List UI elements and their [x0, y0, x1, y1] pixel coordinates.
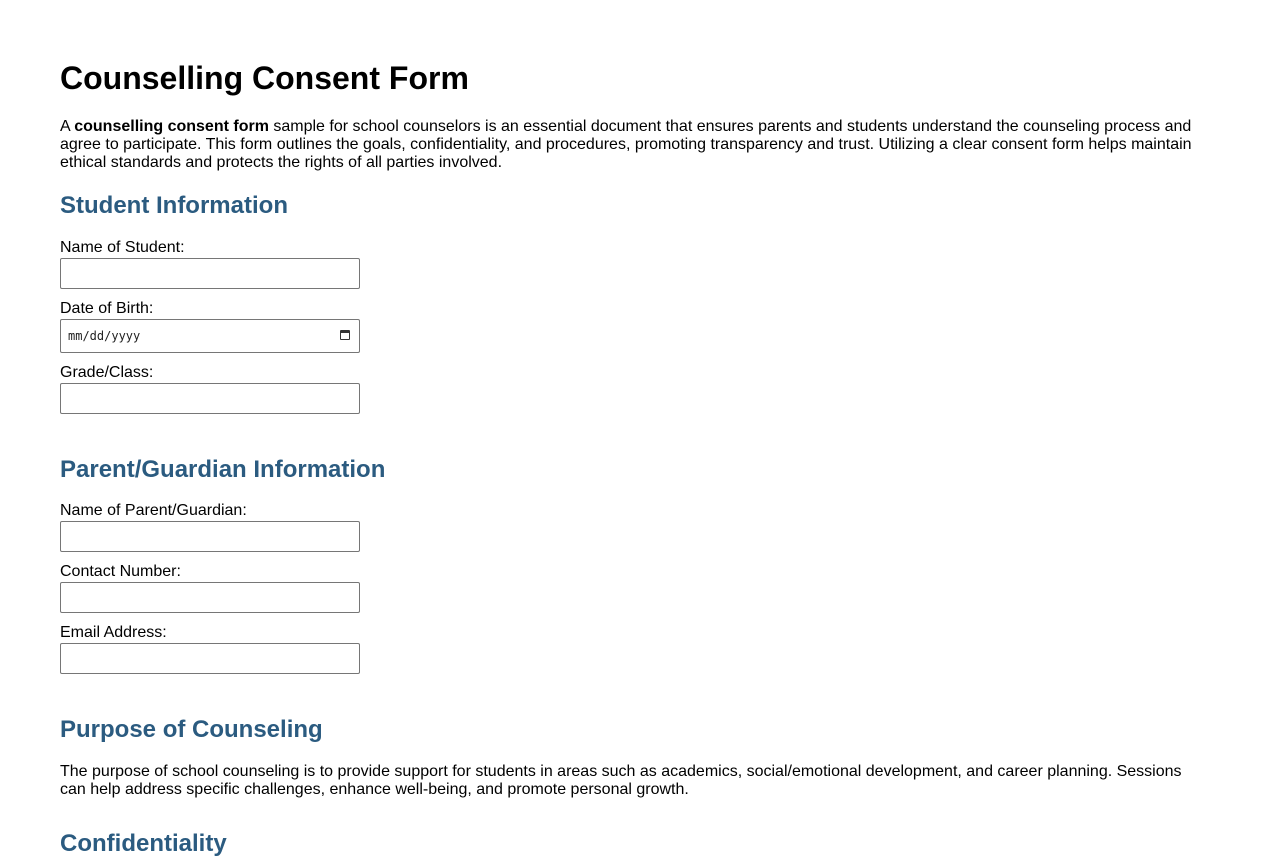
confidentiality-heading: Confidentiality	[60, 830, 227, 857]
intro-text: sample for school counselors is an essential document that ensures parents and students understand the counseling process and agree to participate. This form outlines the goals, confidentiality, and procedures, promoting transparency and trust. Utilizing a clear consent form helps maintain ethical standards and protects the rights of all parties involved.	[60, 118, 1192, 171]
dob-input[interactable]	[60, 319, 360, 353]
intro-bold: counselling consent form	[74, 118, 269, 135]
parent-info-heading: Parent/Guardian Information	[60, 456, 386, 483]
contact-number-label: Contact Number:	[60, 563, 181, 580]
parent-name-input[interactable]	[60, 521, 360, 552]
dob-label: Date of Birth:	[60, 300, 154, 317]
purpose-heading: Purpose of Counseling	[60, 716, 323, 743]
purpose-paragraph: The purpose of school counseling is to provide support for students in areas such as academics, social/emotional development, and career planning. Sessions can help address specific challenges, enhance well-being, and promote personal growth.	[60, 763, 1182, 798]
dob-placeholder: mm/dd/yyyy	[68, 329, 141, 343]
student-info-heading: Student Information	[60, 192, 288, 219]
grade-label: Grade/Class:	[60, 364, 154, 381]
intro-paragraph	[60, 118, 1200, 172]
intro-prefix: A	[60, 118, 75, 135]
student-name-label: Name of Student:	[60, 239, 185, 256]
calendar-icon[interactable]	[340, 330, 350, 340]
email-input[interactable]	[60, 643, 360, 674]
page-title: Counselling Consent Form	[60, 60, 469, 96]
student-name-input[interactable]	[60, 258, 360, 289]
parent-name-label: Name of Parent/Guardian:	[60, 502, 247, 519]
grade-input[interactable]	[60, 383, 360, 414]
email-label: Email Address:	[60, 624, 167, 641]
contact-number-input[interactable]	[60, 582, 360, 613]
